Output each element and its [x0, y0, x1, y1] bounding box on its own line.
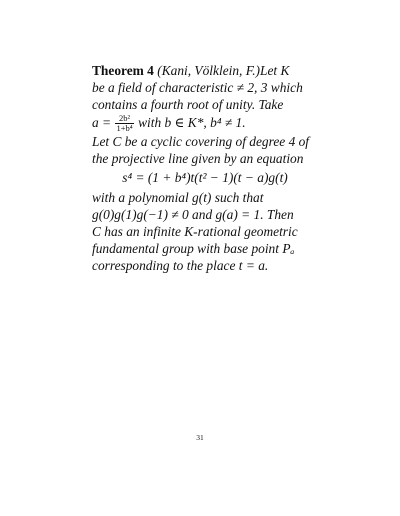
fraction [115, 114, 133, 133]
theorem-text-12: corresponding to the place t = a. [92, 258, 269, 274]
theorem-text-6: the projective line given by an equation [92, 151, 304, 167]
page-number: 31 [196, 433, 204, 442]
theorem-line-4 [92, 114, 318, 133]
theorem-text-8: with a polynomial g(t) such that [92, 189, 264, 205]
theorem-block [92, 62, 318, 275]
theorem-text-3: contains a fourth root of unity. Take [92, 97, 284, 113]
theorem-line-1 [92, 62, 318, 79]
theorem-text-2: be a field of characteristic ≠ 2, 3 which [92, 80, 303, 96]
fraction-denominator: 1+b⁴ [116, 123, 133, 134]
display-equation: s⁴ = (1 + b⁴)t(t² − 1)(t − a)g(t) [122, 170, 288, 186]
theorem-attribution: (Kani, Völklein, F.) [157, 63, 261, 78]
theorem-text-9: g(0)g(1)g(−1) ≠ 0 and g(a) = 1. Then [92, 206, 294, 222]
theorem-text-10: C has an infinite K-rational geometric [92, 224, 298, 240]
theorem-text-4a: a = [92, 114, 112, 130]
theorem-text-1: Let K [260, 63, 290, 78]
theorem-text-5: Let C be a cyclic covering of degree 4 of [92, 134, 310, 150]
theorem-text-11: fundamental group with base point Pₐ [92, 241, 295, 257]
fraction-numerator: 2b² [115, 114, 133, 124]
theorem-text-4b: with b ∈ K*, b⁴ ≠ 1. [138, 114, 246, 130]
theorem-lead: Theorem 4 [92, 63, 154, 78]
